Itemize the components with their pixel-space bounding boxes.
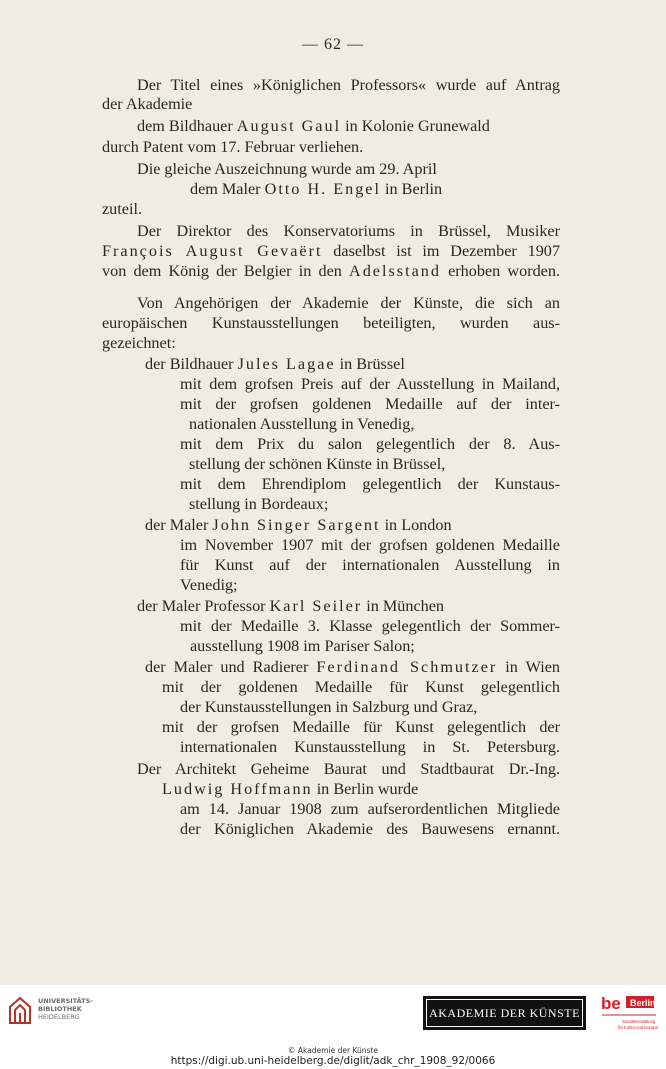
text-line: mit dem Prix du salon gelegentlich der 8. Aus-	[180, 435, 560, 453]
svg-text:Berlin: Berlin	[630, 998, 656, 1008]
text-line: der Maler John Singer Sargent in London	[145, 516, 452, 534]
text-line: Ludwig Hoffmann in Berlin wurde	[162, 780, 419, 798]
svg-text:be: be	[601, 994, 621, 1013]
name-spaced: John Singer Sargent	[212, 516, 381, 534]
name-spaced: August Gaul	[236, 117, 342, 135]
name-spaced: François August Gevaërt	[102, 242, 323, 260]
copyright-notice: © Akademie der Künste	[288, 1046, 378, 1055]
name-spaced: Adelsstand	[349, 262, 441, 280]
text-line: am 14. Januar 1908 zum aufserordentlichen Mitgliede	[180, 800, 560, 818]
text-line: dem Maler Otto H. Engel in Berlin	[190, 180, 443, 198]
text-line: mit der goldenen Medaille für Kunst gelegentlich	[162, 678, 560, 696]
text-line: durch Patent vom 17. Februar verliehen.	[102, 138, 364, 156]
text-line: der Königlichen Akademie des Bauwesens ernannt.	[180, 820, 560, 838]
text-line: stellung der schönen Künste in Brüssel,	[189, 455, 446, 473]
akademie-der-kuenste-logo[interactable]: AKADEMIE DER KÜNSTE	[423, 996, 586, 1030]
text-line: François August Gevaërt daselbst ist im Dezember 1907	[102, 242, 560, 260]
text-line: nationalen Ausstellung in Venedig,	[189, 415, 415, 433]
text-line: für Kunst auf der internationalen Ausstellung in	[180, 556, 560, 574]
text-line: Der Titel eines »Königlichen Professors« wurde auf Antrag	[137, 76, 560, 94]
text-line: der Bildhauer Jules Lagae in Brüssel	[145, 355, 405, 373]
svg-text:Senatsverwaltung: Senatsverwaltung	[622, 1019, 656, 1024]
text-line: mit der grofsen Medaille für Kunst gelegentlich der	[162, 718, 560, 736]
text-line: der Akademie	[102, 95, 193, 113]
text-line: Von Angehörigen der Akademie der Künste, die sich an	[137, 294, 560, 312]
text-line: europäischen Kunstausstellungen beteiligten, wurden aus-	[102, 314, 560, 332]
text-line: dem Bildhauer August Gaul in Kolonie Grunewald	[137, 117, 490, 135]
text-line: mit der grofsen goldenen Medaille auf der inter-	[180, 395, 560, 413]
be-berlin-logo-icon[interactable]	[600, 993, 658, 1035]
viewer-footer	[0, 985, 666, 1069]
name-spaced: Jules Lagae	[237, 355, 336, 373]
text-line: der Kunstausstellungen in Salzburg und Graz,	[180, 698, 478, 716]
university-library-logo-icon[interactable]	[8, 995, 32, 1025]
text-line: Venedig;	[180, 576, 238, 594]
text-line: stellung in Bordeaux;	[189, 495, 329, 513]
text-line: mit der Medaille 3. Klasse gelegentlich der Sommer-	[180, 617, 560, 635]
text-line: Der Direktor des Konservatoriums in Brüssel, Musiker	[137, 222, 560, 240]
text-line: ausstellung 1908 im Pariser Salon;	[190, 637, 415, 655]
name-spaced: Karl Seiler	[269, 597, 363, 615]
name-spaced: Otto H. Engel	[264, 180, 381, 198]
text-line: Die gleiche Auszeichnung wurde am 29. April	[137, 160, 437, 178]
page-url[interactable]: https://digi.ub.uni-heidelberg.de/diglit/adk_chr_1908_92/0066	[170, 1055, 496, 1067]
text-line: im November 1907 mit der grofsen goldenen Medaille	[180, 536, 560, 554]
university-library-name: UNIVERSITÄTS- BIBLIOTHEK HEIDELBERG	[38, 997, 93, 1021]
text-line: Der Architekt Geheime Baurat und Stadtbaurat Dr.-Ing.	[137, 760, 560, 778]
text-line: der Maler Professor Karl Seiler in München	[137, 597, 445, 615]
text-line: der Maler und Radierer Ferdinand Schmutzer in Wien	[145, 658, 560, 676]
text-line: mit dem grofsen Preis auf der Ausstellung in Mailand,	[180, 375, 560, 393]
text-line: von dem König der Belgier in den Adelsstand erhoben worden.	[102, 262, 560, 280]
name-spaced: Ferdinand Schmutzer	[316, 658, 498, 676]
text-line: mit dem Ehrendiplom gelegentlich der Kunstaus-	[180, 475, 560, 493]
page-number: — 62 —	[302, 36, 364, 53]
svg-text:für Kultur und Europa: für Kultur und Europa	[618, 1025, 658, 1030]
text-line: internationalen Kunstausstellung in St. Petersburg.	[180, 738, 560, 756]
name-spaced: Ludwig Hoffmann	[162, 780, 313, 798]
text-line: zuteil.	[102, 200, 143, 218]
text-line: gezeichnet:	[102, 334, 176, 352]
